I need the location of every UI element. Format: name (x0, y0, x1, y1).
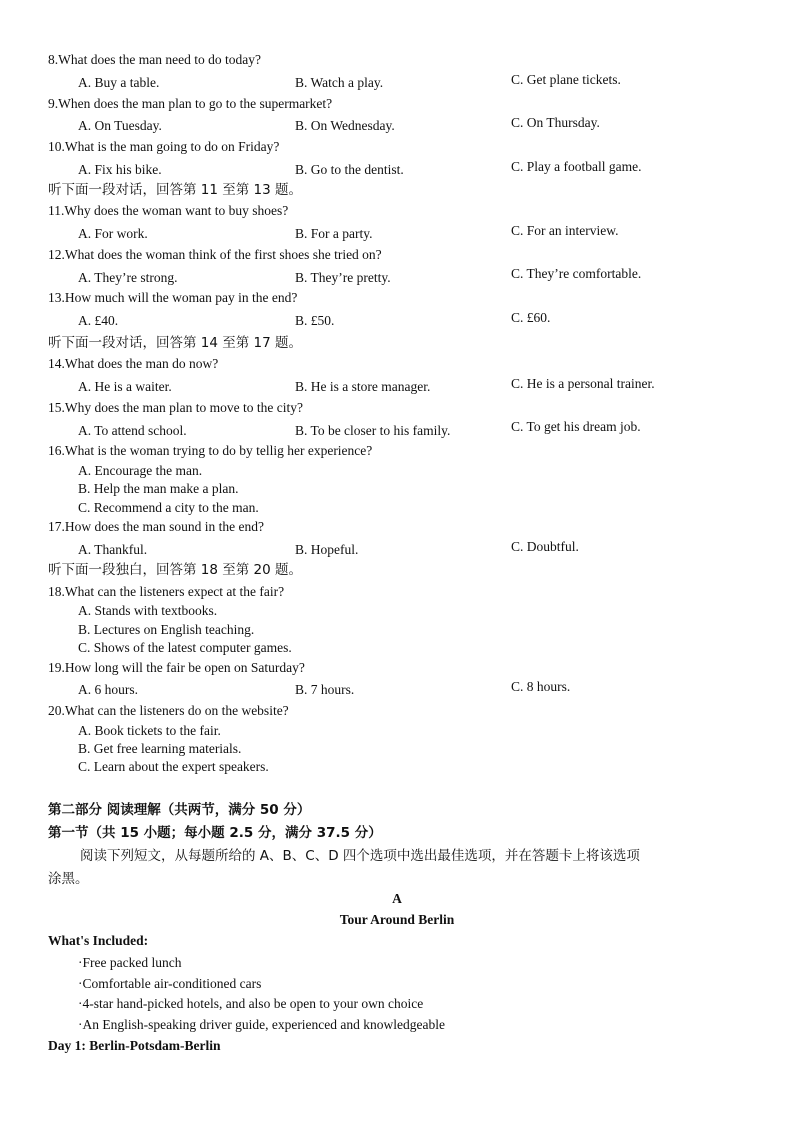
q10-option-a: A. Fix his bike. (78, 162, 162, 177)
question-11-stem: 11.Why does the woman want to buy shoes? (48, 203, 289, 218)
included-item: ·Free packed lunch (78, 955, 182, 970)
question-14-stem: 14.What does the man do now? (48, 356, 219, 371)
section-one-title: 第一节（共 15 小题；每小题 2.5 分，满分 37.5 分） (48, 825, 382, 841)
question-16-stem: 16.What is the woman trying to do by tellig her experience? (48, 443, 373, 458)
q8-option-a: A. Buy a table. (78, 75, 160, 90)
q19-option-a: A. 6 hours. (78, 682, 138, 697)
reading-instruction-line1: 阅读下列短文，从每题所给的 A、B、C、D 四个选项中选出最佳选项，并在答题卡上将该选项 (80, 848, 640, 864)
included-item: ·An English-speaking driver guide, experienced and knowledgeable (78, 1017, 445, 1032)
q16-option-b: B. Help the man make a plan. (78, 481, 239, 496)
included-item: ·4-star hand-picked hotels, and also be open to your own choice (78, 996, 424, 1011)
question-19-stem: 19.How long will the fair be open on Saturday? (48, 660, 305, 675)
q12-option-c: C. They’re comfortable. (511, 266, 642, 281)
instruction-14-17: 听下面一段对话，回答第 14 至第 17 题。 (48, 335, 303, 351)
passage-title: Tour Around Berlin (339, 912, 455, 927)
q13-option-b: B. £50. (295, 313, 335, 328)
q20-option-c: C. Learn about the expert speakers. (78, 759, 269, 774)
q18-option-c: C. Shows of the latest computer games. (78, 640, 292, 655)
q14-option-c: C. He is a personal trainer. (511, 376, 655, 391)
day-1-heading: Day 1: Berlin-Potsdam-Berlin (48, 1038, 221, 1053)
q18-option-b: B. Lectures on English teaching. (78, 622, 255, 637)
q18-option-a: A. Stands with textbooks. (78, 603, 218, 618)
included-item: ·Comfortable air-conditioned cars (78, 976, 262, 991)
question-20-stem: 20.What can the listeners do on the website? (48, 703, 289, 718)
q9-option-a: A. On Tuesday. (78, 118, 162, 133)
q15-option-a: A. To attend school. (78, 423, 187, 438)
q11-option-b: B. For a party. (295, 226, 373, 241)
question-10-stem: 10.What is the man going to do on Friday? (48, 139, 280, 154)
q19-option-b: B. 7 hours. (295, 682, 355, 697)
q11-option-c: C. For an interview. (511, 223, 619, 238)
q19-option-c: C. 8 hours. (511, 679, 571, 694)
question-8-stem: 8.What does the man need to do today? (48, 52, 261, 67)
q17-option-b: B. Hopeful. (295, 542, 359, 557)
q13-option-a: A. £40. (78, 313, 119, 328)
q20-option-a: A. Book tickets to the fair. (78, 723, 221, 738)
reading-instruction-line2: 涂黑。 (48, 871, 89, 887)
instruction-11-13: 听下面一段对话，回答第 11 至第 13 题。 (48, 182, 303, 198)
question-12-stem: 12.What does the woman think of the first shoes she tried on? (48, 247, 382, 262)
q16-option-a: A. Encourage the man. (78, 463, 203, 478)
q16-option-c: C. Recommend a city to the man. (78, 500, 259, 515)
q15-option-c: C. To get his dream job. (511, 419, 641, 434)
instruction-18-20: 听下面一段独白，回答第 18 至第 20 题。 (48, 562, 303, 578)
part-two-title: 第二部分 阅读理解（共两节，满分 50 分） (48, 802, 311, 818)
q10-option-b: B. Go to the dentist. (295, 162, 404, 177)
q17-option-c: C. Doubtful. (511, 539, 579, 554)
q20-option-b: B. Get free learning materials. (78, 741, 242, 756)
q14-option-a: A. He is a waiter. (78, 379, 172, 394)
q10-option-c: C. Play a football game. (511, 159, 642, 174)
question-9-stem: 9.When does the man plan to go to the supermarket? (48, 96, 333, 111)
question-18-stem: 18.What can the listeners expect at the fair? (48, 584, 285, 599)
q17-option-a: A. Thankful. (78, 542, 148, 557)
question-13-stem: 13.How much will the woman pay in the end? (48, 290, 298, 305)
q8-option-c: C. Get plane tickets. (511, 72, 621, 87)
q12-option-b: B. They’re pretty. (295, 270, 391, 285)
q14-option-b: B. He is a store manager. (295, 379, 431, 394)
q8-option-b: B. Watch a play. (295, 75, 384, 90)
q9-option-c: C. On Thursday. (511, 115, 600, 130)
included-heading: What's Included: (48, 933, 149, 948)
q15-option-b: B. To be closer to his family. (295, 423, 451, 438)
question-17-stem: 17.How does the man sound in the end? (48, 519, 264, 534)
q11-option-a: A. For work. (78, 226, 148, 241)
q9-option-b: B. On Wednesday. (295, 118, 395, 133)
passage-letter: A (392, 891, 402, 906)
q13-option-c: C. £60. (511, 310, 551, 325)
q12-option-a: A. They’re strong. (78, 270, 178, 285)
question-15-stem: 15.Why does the man plan to move to the city? (48, 400, 303, 415)
